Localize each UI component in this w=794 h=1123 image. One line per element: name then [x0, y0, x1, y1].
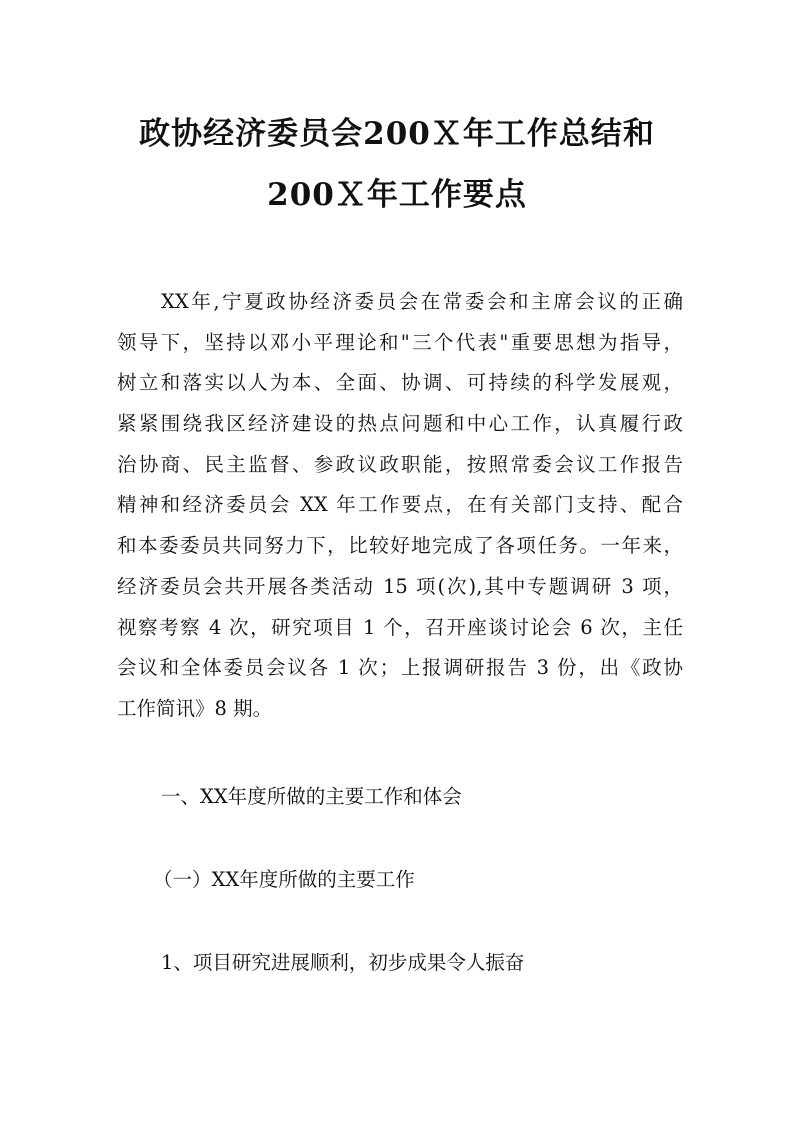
paragraph-line: 领导下，坚持以邓小平理论和"三个代表"重要思想为指导，	[117, 330, 683, 354]
paragraph-line: XX年,宁夏政协经济委员会在常委会和主席会议的正确	[161, 290, 683, 313]
section-heading: 一、XX年度所做的主要工作和体会	[161, 785, 462, 808]
paragraph-line: 工作简讯》8 期。	[117, 696, 273, 720]
paragraph-line: 经济委员会共开展各类活动 15 项(次),其中专题调研 3 项，	[117, 574, 683, 598]
document-title-line-1: 政协经济委员会200Ｘ年工作总结和	[139, 116, 655, 152]
paragraph-line: 树立和落实以人为本、全面、协调、可持续的科学发展观，	[117, 371, 683, 395]
paragraph-line: 精神和经济委员会 XX 年工作要点，在有关部门支持、配合	[117, 493, 683, 517]
intro-paragraph	[117, 282, 683, 730]
paragraph-line: 治协商、民主监督、参政议政职能，按照常委会议工作报告	[117, 452, 683, 476]
subsection-heading: （一）XX年度所做的主要工作	[153, 868, 415, 891]
paragraph-line: 视察考察 4 次，研究项目 1 个，召开座谈讨论会 6 次，主任	[117, 615, 683, 639]
paragraph-line: 和本委委员共同努力下，比较好地完成了各项任务。一年来，	[117, 534, 683, 558]
item-heading: 1、项目研究进展顺利，初步成果令人振奋	[161, 951, 525, 974]
paragraph-line: 紧紧围绕我区经济建设的热点问题和中心工作，认真履行政	[117, 412, 683, 436]
paragraph-line: 会议和全体委员会议各 1 次；上报调研报告 3 份，出《政协	[117, 656, 683, 680]
document-title-line-2: 200Ｘ年工作要点	[267, 177, 527, 213]
